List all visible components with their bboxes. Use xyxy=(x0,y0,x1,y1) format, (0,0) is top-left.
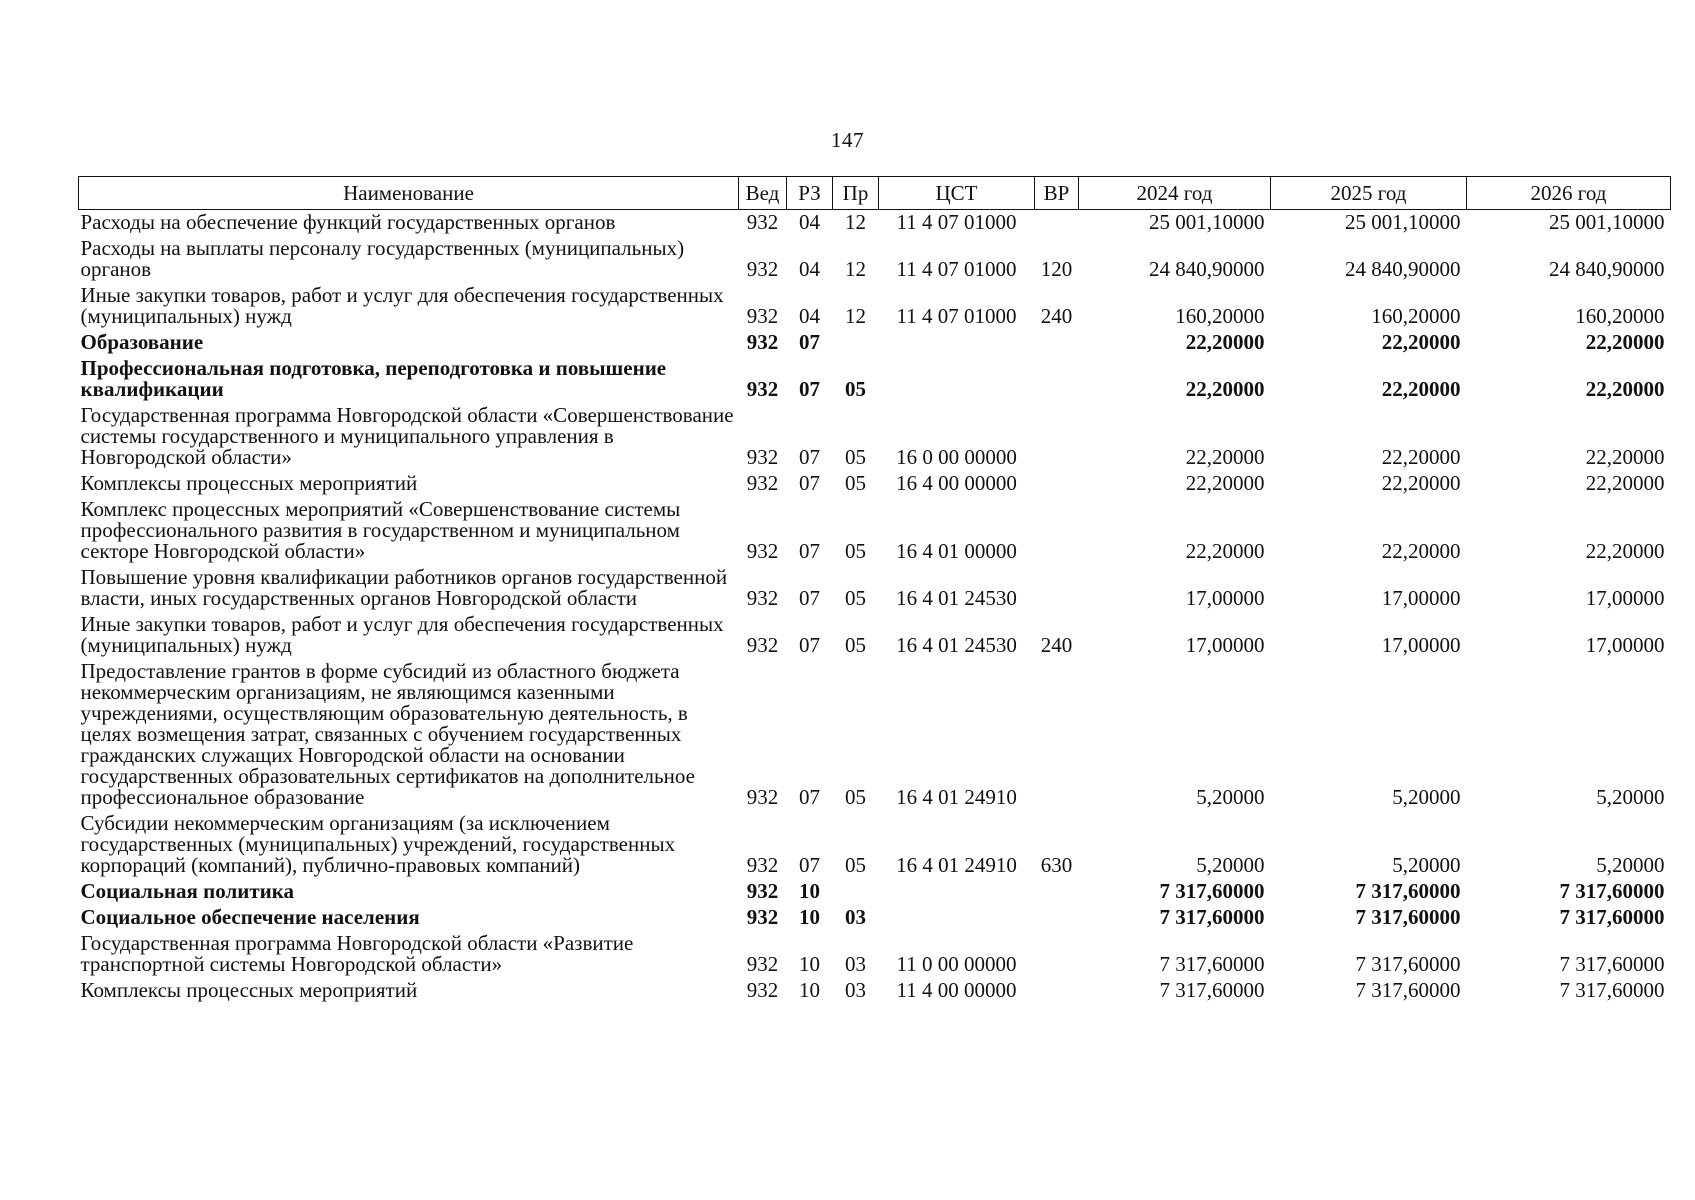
row-ved: 932 xyxy=(746,952,779,976)
table-row xyxy=(79,497,1671,565)
row-rz: 07 xyxy=(799,445,820,469)
row-amount-2026: 22,20000 xyxy=(1585,330,1665,354)
row-ved: 932 xyxy=(746,210,779,234)
row-rz: 07 xyxy=(799,586,820,610)
row-vr: 120 xyxy=(1040,257,1073,281)
row-ved: 932 xyxy=(746,539,779,563)
row-amount-2026: 17,00000 xyxy=(1585,633,1665,657)
row-pr: 03 xyxy=(845,952,866,976)
row-amount-2024: 7 317,60000 xyxy=(1159,905,1265,929)
row-cst xyxy=(879,905,1035,931)
row-cst: 11 0 00 00000 xyxy=(896,952,1017,976)
row-cst: 16 4 01 24910 xyxy=(896,785,1017,809)
row-amount-2024: 25 001,10000 xyxy=(1149,210,1265,234)
row-name: Образование xyxy=(80,330,204,354)
row-vr xyxy=(1035,879,1079,905)
row-amount-2025: 7 317,60000 xyxy=(1355,905,1461,929)
page-number: 147 xyxy=(831,128,864,152)
row-rz: 10 xyxy=(799,879,820,903)
row-ved: 932 xyxy=(746,633,779,657)
row-amount-2025: 17,00000 xyxy=(1381,633,1461,657)
row-vr xyxy=(1035,210,1079,237)
row-cst: 16 4 01 24530 xyxy=(896,586,1017,610)
row-cst xyxy=(879,330,1035,356)
row-amount-2026: 24 840,90000 xyxy=(1549,257,1665,281)
row-pr: 12 xyxy=(845,304,866,328)
row-amount-2026: 22,20000 xyxy=(1585,539,1665,563)
row-rz: 10 xyxy=(799,952,820,976)
row-pr xyxy=(833,330,879,356)
header-row xyxy=(79,177,1671,210)
row-vr xyxy=(1035,565,1079,612)
row-amount-2025: 22,20000 xyxy=(1381,330,1461,354)
header-ved: Вед xyxy=(739,177,787,210)
row-amount-2025: 160,20000 xyxy=(1371,304,1461,328)
row-amount-2024: 5,20000 xyxy=(1196,853,1265,877)
table-row xyxy=(79,471,1671,497)
row-name: Социальное обеспечение населения xyxy=(80,905,420,929)
row-amount-2025: 7 317,60000 xyxy=(1355,978,1461,1002)
row-amount-2026: 7 317,60000 xyxy=(1559,879,1665,903)
table-row xyxy=(79,879,1671,905)
row-vr xyxy=(1035,330,1079,356)
row-amount-2024: 7 317,60000 xyxy=(1159,952,1265,976)
row-vr xyxy=(1035,497,1079,565)
row-rz: 04 xyxy=(799,304,820,328)
row-amount-2026: 7 317,60000 xyxy=(1559,905,1665,929)
row-pr: 05 xyxy=(845,586,866,610)
row-vr: 630 xyxy=(1040,853,1073,877)
row-amount-2025: 5,20000 xyxy=(1392,853,1461,877)
row-amount-2025: 24 840,90000 xyxy=(1345,257,1461,281)
header-year-2026: 2026 год xyxy=(1467,177,1671,210)
row-cst: 11 4 07 01000 xyxy=(896,210,1017,234)
row-amount-2025: 22,20000 xyxy=(1381,471,1461,495)
row-amount-2025: 5,20000 xyxy=(1392,785,1461,809)
row-name: Иные закупки товаров, работ и услуг для обеспечения государственных (муниципальных) нужд xyxy=(80,612,724,657)
row-cst: 16 4 00 00000 xyxy=(896,471,1017,495)
table-row xyxy=(79,330,1671,356)
table-row xyxy=(79,978,1671,1004)
row-rz: 07 xyxy=(799,471,820,495)
row-vr xyxy=(1035,931,1079,978)
table-row xyxy=(79,612,1671,659)
row-cst: 16 4 01 24530 xyxy=(896,633,1017,657)
row-pr: 03 xyxy=(845,978,866,1002)
row-amount-2024: 17,00000 xyxy=(1185,633,1265,657)
row-name: Расходы на выплаты персоналу государственных (муниципальных) органов xyxy=(80,236,685,281)
row-cst xyxy=(879,356,1035,403)
row-ved: 932 xyxy=(746,257,779,281)
row-cst xyxy=(879,879,1035,905)
table-header xyxy=(79,177,1671,210)
row-cst: 11 4 00 00000 xyxy=(896,978,1017,1002)
row-amount-2025: 17,00000 xyxy=(1381,586,1461,610)
row-pr: 05 xyxy=(845,539,866,563)
row-name: Государственная программа Новгородской области «Развитие транспортной системы Новгородской области» xyxy=(80,931,634,976)
row-name: Повышение уровня квалификации работников органов государственной власти, иных государственных органов Новгородской области xyxy=(80,565,728,610)
header-year-2025: 2025 год xyxy=(1271,177,1467,210)
row-pr: 05 xyxy=(845,633,866,657)
row-pr: 03 xyxy=(845,905,866,929)
row-name: Субсидии некоммерческим организациям (за исключением государственных (муниципальных) учреждений, государственных корпораций (компаний), публично-правовых компаний) xyxy=(80,811,676,877)
row-rz: 04 xyxy=(799,257,820,281)
row-rz: 10 xyxy=(799,978,820,1002)
table-row xyxy=(79,659,1671,811)
row-pr: 05 xyxy=(845,445,866,469)
row-amount-2026: 160,20000 xyxy=(1575,304,1665,328)
row-amount-2025: 22,20000 xyxy=(1381,377,1461,401)
row-ved: 932 xyxy=(746,304,779,328)
row-pr: 05 xyxy=(845,377,866,401)
table-row xyxy=(79,210,1671,237)
row-pr: 12 xyxy=(845,210,866,234)
row-pr: 12 xyxy=(845,257,866,281)
table-row xyxy=(79,565,1671,612)
row-amount-2024: 22,20000 xyxy=(1185,471,1265,495)
row-name: Социальная политика xyxy=(80,879,295,903)
row-cst: 11 4 07 01000 xyxy=(896,304,1017,328)
row-name: Комплекс процессных мероприятий «Совершенствование системы профессионального развития в государственном и муниципальном секторе Новгородской области» xyxy=(80,497,681,563)
row-amount-2024: 5,20000 xyxy=(1196,785,1265,809)
row-rz: 07 xyxy=(799,377,820,401)
row-amount-2026: 22,20000 xyxy=(1585,445,1665,469)
header-name: Наименование xyxy=(79,177,739,210)
row-vr xyxy=(1035,659,1079,811)
header-cst: ЦСТ xyxy=(879,177,1035,210)
row-ved: 932 xyxy=(746,377,779,401)
header-pr: Пр xyxy=(833,177,879,210)
row-cst: 11 4 07 01000 xyxy=(896,257,1017,281)
row-amount-2024: 22,20000 xyxy=(1185,330,1265,354)
row-name: Иные закупки товаров, работ и услуг для обеспечения государственных (муниципальных) нужд xyxy=(80,283,724,328)
row-cst: 16 4 01 24910 xyxy=(896,853,1017,877)
row-vr xyxy=(1035,403,1079,471)
row-ved: 932 xyxy=(746,879,779,903)
row-cst: 16 4 01 00000 xyxy=(896,539,1017,563)
row-ved: 932 xyxy=(746,445,779,469)
header-rz: РЗ xyxy=(787,177,833,210)
row-amount-2026: 7 317,60000 xyxy=(1559,952,1665,976)
table-row xyxy=(79,931,1671,978)
row-rz: 07 xyxy=(799,539,820,563)
table-row xyxy=(79,811,1671,879)
row-amount-2026: 5,20000 xyxy=(1596,853,1665,877)
row-rz: 07 xyxy=(799,853,820,877)
row-amount-2026: 22,20000 xyxy=(1585,377,1665,401)
budget-table xyxy=(78,176,1671,1004)
row-amount-2026: 5,20000 xyxy=(1596,785,1665,809)
row-amount-2025: 25 001,10000 xyxy=(1345,210,1461,234)
header-vr: ВР xyxy=(1035,177,1079,210)
row-rz: 07 xyxy=(799,633,820,657)
row-name: Государственная программа Новгородской области «Совершенствование системы государственного и муниципального управления в Новгородской области» xyxy=(80,403,734,469)
row-ved: 932 xyxy=(746,586,779,610)
row-vr: 240 xyxy=(1040,304,1073,328)
row-amount-2025: 22,20000 xyxy=(1381,445,1461,469)
row-amount-2025: 22,20000 xyxy=(1381,539,1461,563)
row-name: Предоставление грантов в форме субсидий из областного бюджета некоммерческим организациям, не являющимся казенными учреждениями, осуществляющим образовательную деятельность, в целях возмещения затрат, связанных с обучением государственных гражданских служащих Новгородской области на основании государственных образовательных сертификатов на дополнительное профессиональное образование xyxy=(80,659,695,809)
row-amount-2026: 25 001,10000 xyxy=(1549,210,1665,234)
row-amount-2024: 22,20000 xyxy=(1185,377,1265,401)
row-ved: 932 xyxy=(746,785,779,809)
row-amount-2024: 17,00000 xyxy=(1185,586,1265,610)
row-amount-2024: 7 317,60000 xyxy=(1159,879,1265,903)
row-name: Профессиональная подготовка, переподготовка и повышение квалификации xyxy=(80,356,667,401)
table-row xyxy=(79,403,1671,471)
row-amount-2024: 24 840,90000 xyxy=(1149,257,1265,281)
row-amount-2024: 160,20000 xyxy=(1175,304,1265,328)
row-name: Расходы на обеспечение функций государственных органов xyxy=(80,210,616,234)
row-name: Комплексы процессных мероприятий xyxy=(80,978,418,1002)
row-amount-2025: 7 317,60000 xyxy=(1355,879,1461,903)
row-amount-2025: 7 317,60000 xyxy=(1355,952,1461,976)
row-pr: 05 xyxy=(845,853,866,877)
header-year-2024: 2024 год xyxy=(1079,177,1271,210)
row-rz: 04 xyxy=(799,210,820,234)
row-ved: 932 xyxy=(746,853,779,877)
row-vr xyxy=(1035,905,1079,931)
row-cst: 16 0 00 00000 xyxy=(896,445,1017,469)
row-rz: 07 xyxy=(799,785,820,809)
row-vr xyxy=(1035,356,1079,403)
row-ved: 932 xyxy=(746,471,779,495)
table-row xyxy=(79,905,1671,931)
table-body xyxy=(79,210,1671,1005)
table-row xyxy=(79,236,1671,283)
row-ved: 932 xyxy=(746,978,779,1002)
row-vr xyxy=(1035,978,1079,1004)
row-amount-2026: 22,20000 xyxy=(1585,471,1665,495)
table-row xyxy=(79,283,1671,330)
row-amount-2024: 22,20000 xyxy=(1185,539,1265,563)
row-rz: 07 xyxy=(799,330,820,354)
row-vr xyxy=(1035,471,1079,497)
row-ved: 932 xyxy=(746,330,779,354)
row-rz: 10 xyxy=(799,905,820,929)
row-amount-2026: 7 317,60000 xyxy=(1559,978,1665,1002)
table-row xyxy=(79,356,1671,403)
row-vr: 240 xyxy=(1040,633,1073,657)
row-pr xyxy=(833,879,879,905)
row-pr: 05 xyxy=(845,785,866,809)
row-name: Комплексы процессных мероприятий xyxy=(80,471,418,495)
row-amount-2024: 7 317,60000 xyxy=(1159,978,1265,1002)
row-amount-2024: 22,20000 xyxy=(1185,445,1265,469)
row-ved: 932 xyxy=(746,905,779,929)
row-amount-2026: 17,00000 xyxy=(1585,586,1665,610)
row-pr: 05 xyxy=(845,471,866,495)
